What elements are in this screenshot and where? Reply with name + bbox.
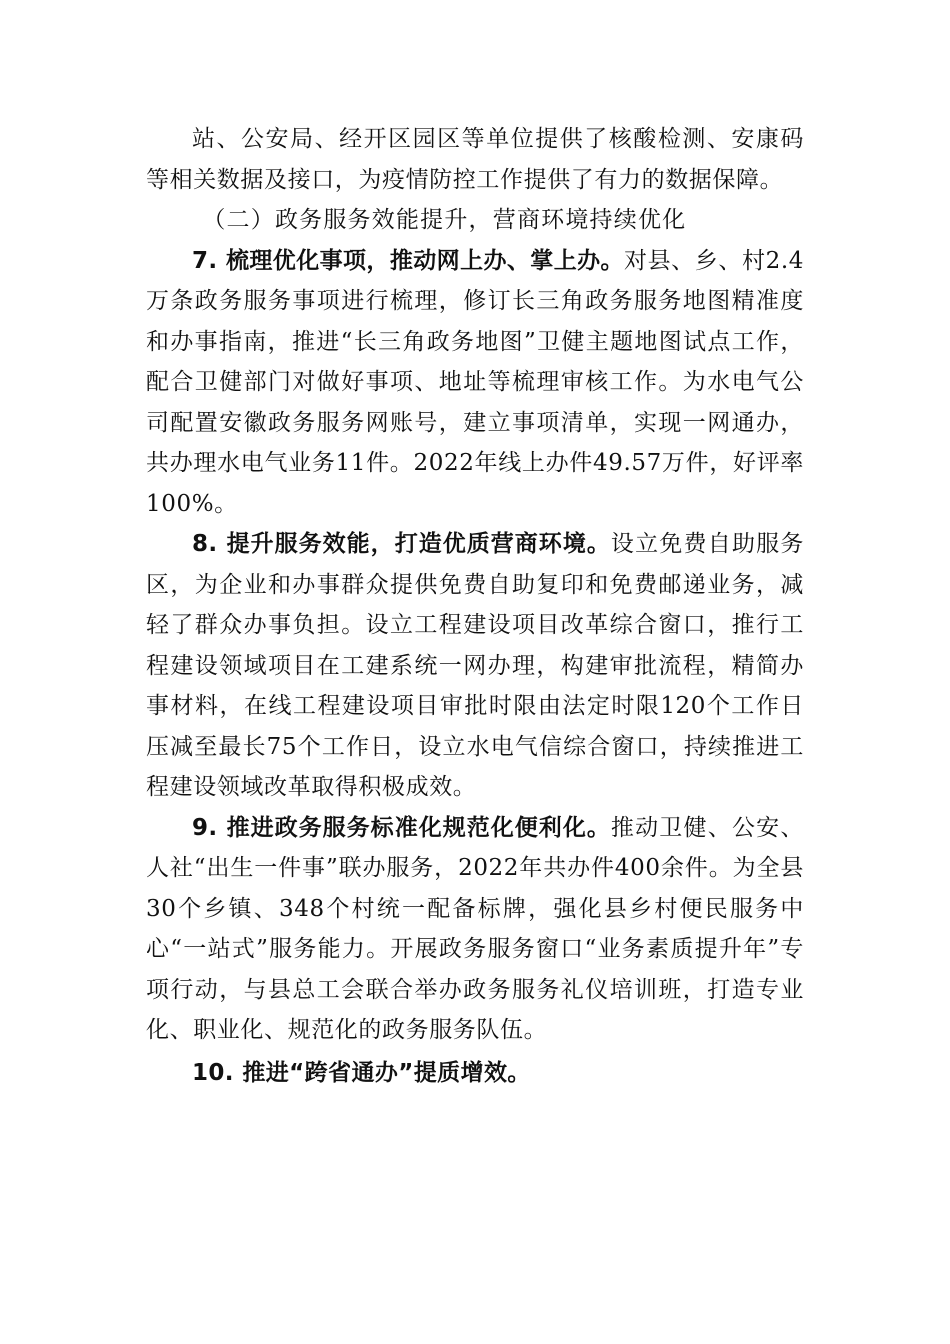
paragraph-lead: 7. 梳理优化事项，推动网上办、掌上办。 bbox=[192, 247, 624, 274]
document-body bbox=[146, 119, 804, 1093]
section-heading-text: （二）政务服务效能提升，营商环境持续优化 bbox=[202, 207, 687, 233]
paragraph-item-10 bbox=[146, 1053, 804, 1094]
paragraph-lead: 10. 推进“跨省通办”提质增效。 bbox=[192, 1059, 531, 1086]
paragraph-item-8 bbox=[146, 524, 804, 808]
section-heading-2 bbox=[146, 200, 804, 241]
paragraph-lead: 8. 提升服务效能，打造优质营商环境。 bbox=[192, 531, 611, 557]
paragraph-item-9 bbox=[146, 808, 804, 1051]
paragraph-body: 推动卫健、公安、人社“出生一件事”联办服务，2022年共办件400余件。为全县30个乡镇、348个村统一配备标牌，强化县乡村便民服务中心“一站式”服务能力。开展政务服务窗口“业务素质提升年”专项行动，与县总工会联合举办政务服务礼仪培训班，打造专业化、职业化、规范化的政务服务队伍。 bbox=[146, 814, 804, 1043]
paragraph-data-support bbox=[146, 119, 804, 200]
paragraph-body: 设立免费自助服务区，为企业和办事群众提供免费自助复印和免费邮递业务，减轻了群众办事负担。设立工程建设项目改革综合窗口，推行工程建设领域项目在工建系统一网办理，构建审批流程，精简办事材料，在线工程建设项目审批时限由法定时限120个工作日压减至最长75个工作日，设立水电气信综合窗口，持续推进工程建设领域改革取得积极成效。 bbox=[146, 531, 804, 800]
paragraph-body: 对县、乡、村2.4万条政务服务事项进行梳理，修订长三角政务服务地图精准度和办事指南，推进“长三角政务地图”卫健主题地图试点工作，配合卫健部门对做好事项、地址等梳理审核工作。为水电气公司配置安徽政务服务网账号，建立事项清单，实现一网通办，共办理水电气业务11件。2022年线上办件49.57万件，好评率100%。 bbox=[146, 247, 804, 517]
paragraph-lead: 9. 推进政务服务标准化规范化便利化。 bbox=[192, 814, 611, 841]
paragraph-body: 站、公安局、经开区园区等单位提供了核酸检测、安康码等相关数据及接口，为疫情防控工作提供了有力的数据保障。 bbox=[146, 126, 804, 193]
paragraph-item-7 bbox=[146, 241, 804, 525]
